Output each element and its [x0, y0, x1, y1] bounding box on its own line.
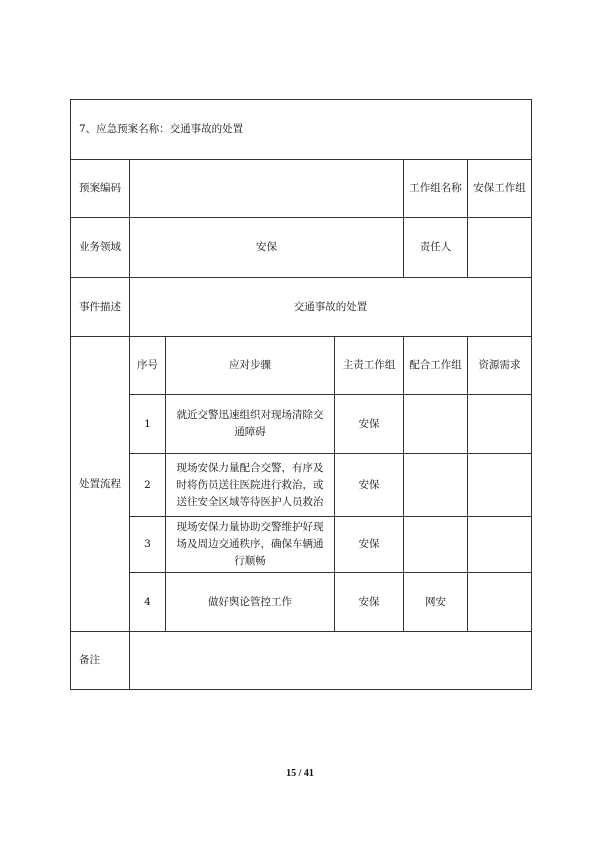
step-number: 4	[130, 573, 166, 632]
responsible-label: 责任人	[404, 218, 468, 278]
step-lead: 安保	[335, 454, 404, 517]
header-resources: 资源需求	[468, 337, 532, 395]
step-resources	[468, 573, 532, 632]
step-lead: 安保	[335, 395, 404, 454]
business-value: 安保	[130, 218, 404, 278]
plan-title: 7、应急预案名称：交通事故的处置	[71, 100, 532, 160]
step-text: 现场安保力量配合交警，有序及时将伤员送往医院进行救治，或送往安全区域等待医护人员救治	[166, 454, 335, 517]
header-support: 配合工作组	[404, 337, 468, 395]
step-lead: 安保	[335, 517, 404, 573]
business-label: 业务领域	[71, 218, 130, 278]
step-lead: 安保	[335, 573, 404, 632]
event-label: 事件描述	[71, 278, 130, 337]
step-resources	[468, 395, 532, 454]
process-label: 处置流程	[71, 337, 130, 632]
step-text: 现场安保力量协助交警维护好现场及周边交通秩序，确保车辆通行顺畅	[166, 517, 335, 573]
group-name-label: 工作组名称	[404, 160, 468, 218]
header-seq: 序号	[130, 337, 166, 395]
notes-value	[130, 632, 532, 690]
step-resources	[468, 454, 532, 517]
step-number: 3	[130, 517, 166, 573]
step-support	[404, 517, 468, 573]
step-text: 就近交警迅速组织对现场清除交通障碍	[166, 395, 335, 454]
event-value: 交通事故的处置	[130, 278, 532, 337]
step-support	[404, 454, 468, 517]
step-number: 1	[130, 395, 166, 454]
step-number: 2	[130, 454, 166, 517]
plan-code-value	[130, 160, 404, 218]
step-text: 做好舆论管控工作	[166, 573, 335, 632]
page-number: 15 / 41	[286, 768, 314, 779]
plan-code-label: 预案编码	[71, 160, 130, 218]
notes-label: 备注	[71, 632, 130, 690]
group-name-value: 安保工作组	[468, 160, 532, 218]
responsible-value	[468, 218, 532, 278]
step-support	[404, 395, 468, 454]
emergency-plan-table	[70, 99, 532, 690]
header-steps: 应对步骤	[166, 337, 335, 395]
step-support: 网安	[404, 573, 468, 632]
header-lead: 主责工作组	[335, 337, 404, 395]
step-resources	[468, 517, 532, 573]
